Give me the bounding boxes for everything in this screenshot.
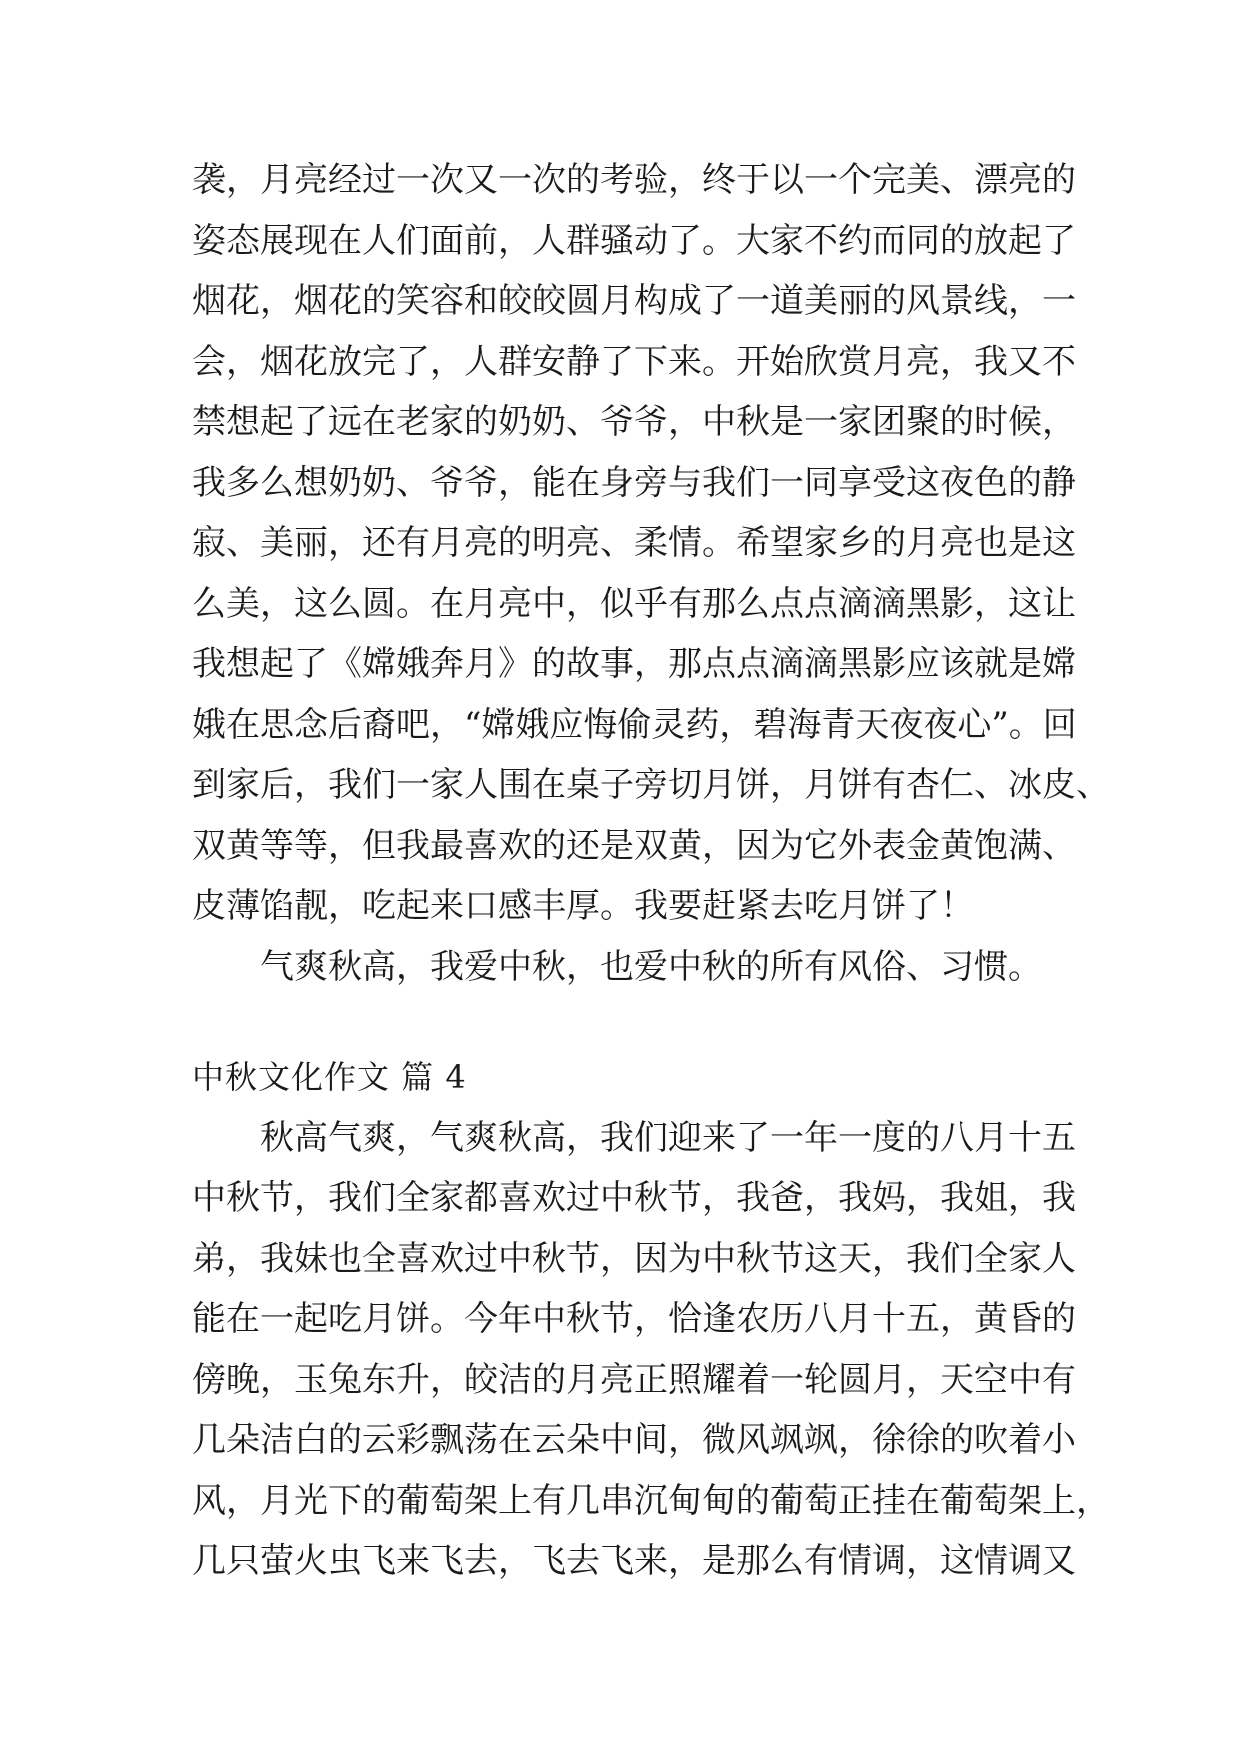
text-line: 到家后，我们一家人围在桌子旁切月饼，月饼有杏仁、冰皮、 — [192, 765, 1110, 805]
text-line: 寂、美丽，还有月亮的明亮、柔情。希望家乡的月亮也是这 — [192, 523, 1076, 563]
text-line: 几朵洁白的云彩飘荡在云朵中间，微风飒飒，徐徐的吹着小 — [192, 1420, 1076, 1460]
text-line: 秋高气爽，气爽秋高，我们迎来了一年一度的八月十五 — [260, 1117, 1076, 1158]
text-line: 袭，月亮经过一次又一次的考验，终于以一个完美、漂亮的 — [192, 160, 1076, 200]
text-line: 傍晚，玉兔东升，皎洁的月亮正照耀着一轮圆月，天空中有 — [192, 1359, 1076, 1400]
paragraph-3 — [192, 1108, 1110, 1592]
text-line: 皮薄馅靓，吃起来口感丰厚。我要赶紧去吃月饼了！ — [192, 886, 974, 926]
section-spacer — [192, 997, 1092, 1047]
text-line: 我多么想奶奶、爷爷，能在身旁与我们一同享受这夜色的静 — [192, 462, 1076, 503]
text-line: 中秋节，我们全家都喜欢过中秋节，我爸，我妈，我姐，我 — [192, 1178, 1076, 1218]
text-line: 姿态展现在人们面前，人群骚动了。大家不约而同的放起了 — [192, 220, 1076, 261]
text-line: 几只萤火虫飞来飞去，飞去飞来，是那么有情调，这情调又 — [192, 1541, 1076, 1581]
text-line: 么美，这么圆。在月亮中，似乎有那么点点滴滴黑影，这让 — [192, 583, 1076, 624]
essay-text — [192, 150, 1110, 1592]
section-heading: 中秋文化作文 篇 4 — [192, 1058, 467, 1096]
text-line: 弟，我妹也全喜欢过中秋节，因为中秋节这天，我们全家人 — [192, 1238, 1076, 1279]
text-line: 禁想起了远在老家的奶奶、爷爷，中秋是一家团聚的时候， — [192, 402, 1076, 442]
paragraph-2: 气爽秋高，我爱中秋，也爱中秋的所有风俗、习惯。 — [260, 946, 1042, 987]
text-line: 双黄等等，但我最喜欢的还是双黄，因为它外表金黄饱满、 — [192, 825, 1076, 866]
text-line: 我想起了《嫦娥奔月》的故事，那点点滴滴黑影应该就是嫦 — [192, 644, 1076, 684]
text-line: 风，月光下的葡萄架上有几串沉甸甸的葡萄正挂在葡萄架上， — [192, 1480, 1110, 1521]
text-line: 娥在思念后裔吧，“嫦娥应悔偷灵药，碧海青天夜夜心”。回 — [192, 704, 1077, 745]
paragraph-1 — [192, 150, 1110, 937]
text-line: 烟花，烟花的笑容和皎皎圆月构成了一道美丽的风景线，一 — [192, 281, 1076, 321]
text-line: 会，烟花放完了，人群安静了下来。开始欣赏月亮，我又不 — [192, 341, 1076, 382]
text-line: 能在一起吃月饼。今年中秋节，恰逢农历八月十五，黄昏的 — [192, 1299, 1076, 1339]
